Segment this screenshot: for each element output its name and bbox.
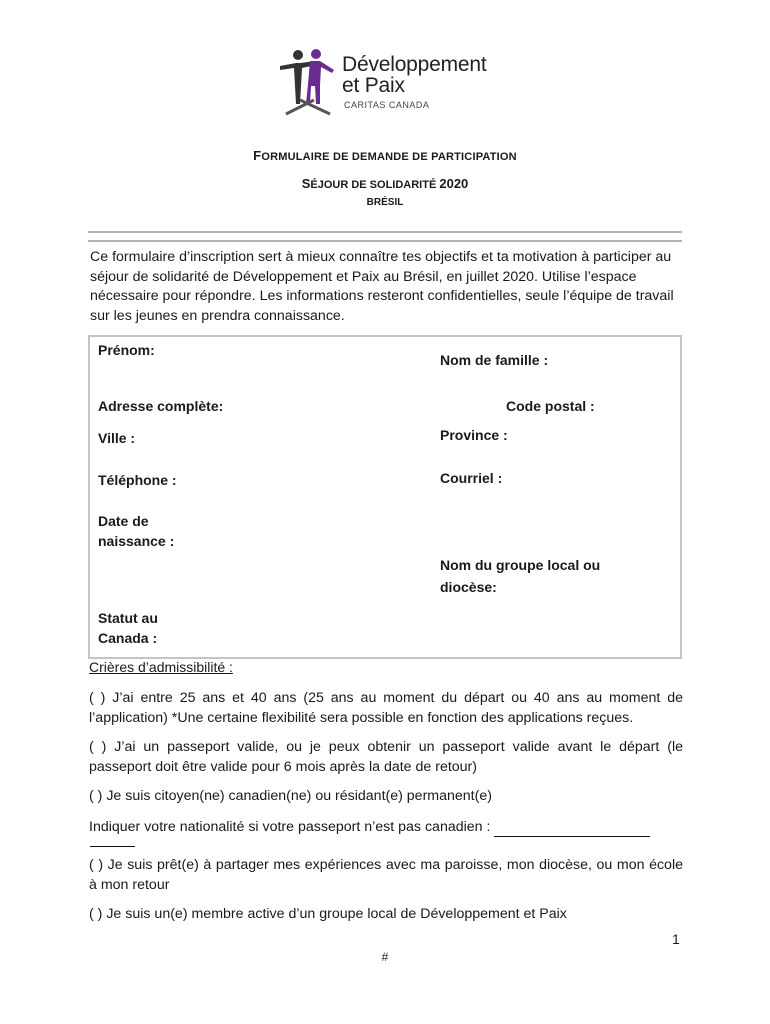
ville-label: Ville : (98, 430, 136, 446)
participant-info-box (88, 335, 682, 659)
statut-line-1: Statut au (98, 610, 158, 626)
groupe-local-label (440, 554, 600, 598)
form-title (0, 148, 770, 163)
form-title-cap: F (253, 148, 262, 163)
developpement-et-paix-logo (276, 46, 506, 116)
form-subtitle-rest: ÉJOUR DE SOLIDARITÉ (310, 179, 440, 191)
groupe-local-line-2: diocèse: (440, 579, 497, 595)
criteria-item-age: ( ) J’ai entre 25 ans et 40 ans (25 ans au moment du départ ou 40 ans au moment de l’application) *Une certaine flexibilité sera possible en fonction des applications reçues. (89, 690, 683, 726)
form-subtitle (0, 176, 770, 191)
nom-label: Nom de famille : (440, 352, 549, 368)
nationality-blank-line (494, 822, 650, 837)
footer-hash: # (381, 950, 389, 964)
criteria-item-citizen: ( ) Je suis citoyen(ne) canadien(ne) ou résidant(e) permanent(e) (89, 788, 492, 804)
logo-wordmark (342, 54, 487, 96)
statut-line-2: Canada : (98, 630, 158, 646)
courriel-label: Courriel : (440, 470, 503, 486)
divider-bottom (88, 240, 682, 242)
nationality-blank-line-continued (90, 846, 135, 847)
logo-line-2: et Paix (342, 74, 405, 97)
statut-label (98, 608, 158, 648)
prenom-label: Prénom: (98, 342, 155, 358)
criteria-heading: Crières d’admissibilité : (89, 659, 233, 675)
criteria-item-share: ( ) Je suis prêt(e) à partager mes expériences avec ma paroisse, mon diocèse, ou mon école à mon retour (89, 857, 683, 893)
code-postal-label: Code postal : (506, 398, 595, 414)
date-naissance-label (98, 511, 174, 551)
groupe-local-line-1: Nom du groupe local ou (440, 557, 601, 573)
date-naissance-line-1: Date de (98, 513, 149, 529)
logo-line-1: Développement (342, 53, 487, 76)
telephone-label: Téléphone : (98, 472, 177, 488)
form-subtitle-cap: S (301, 176, 311, 191)
form-country: BRÉSIL (366, 197, 404, 208)
divider-top (88, 231, 682, 233)
criteria-item-member: ( ) Je suis un(e) membre active d’un groupe local de Développement et Paix (89, 906, 567, 922)
date-naissance-line-2: naissance : (98, 533, 175, 549)
criteria-item-passport: ( ) J’ai un passeport valide, ou je peux obtenir un passeport valide avant le départ (le passeport doit être valide pour 6 mois après la date de retour) (89, 739, 683, 775)
form-subtitle-year: 2020 (439, 176, 469, 191)
logo-subtitle: CARITAS CANADA (344, 100, 430, 110)
adresse-label: Adresse complète: (98, 398, 224, 414)
logo-figures-icon (276, 46, 340, 116)
nationality-text: Indiquer votre nationalité si votre passeport n’est pas canadien : (89, 819, 491, 835)
page-number: 1 (672, 931, 680, 947)
form-title-rest: ORMULAIRE DE DEMANDE DE PARTICIPATION (261, 151, 517, 163)
intro-paragraph: Ce formulaire d’inscription sert à mieux connaître tes objectifs et ta motivation à participer au séjour de solidarité de Développement et Paix au Brésil, en juillet 2020. Utilise l’espace nécessaire pour répondre. Les informations resteront confidentielles, seule l’équipe de travail sur les jeunes en prendra connaissance. (90, 249, 674, 324)
criteria-item-nationality (89, 817, 683, 837)
province-label: Province : (440, 427, 508, 443)
